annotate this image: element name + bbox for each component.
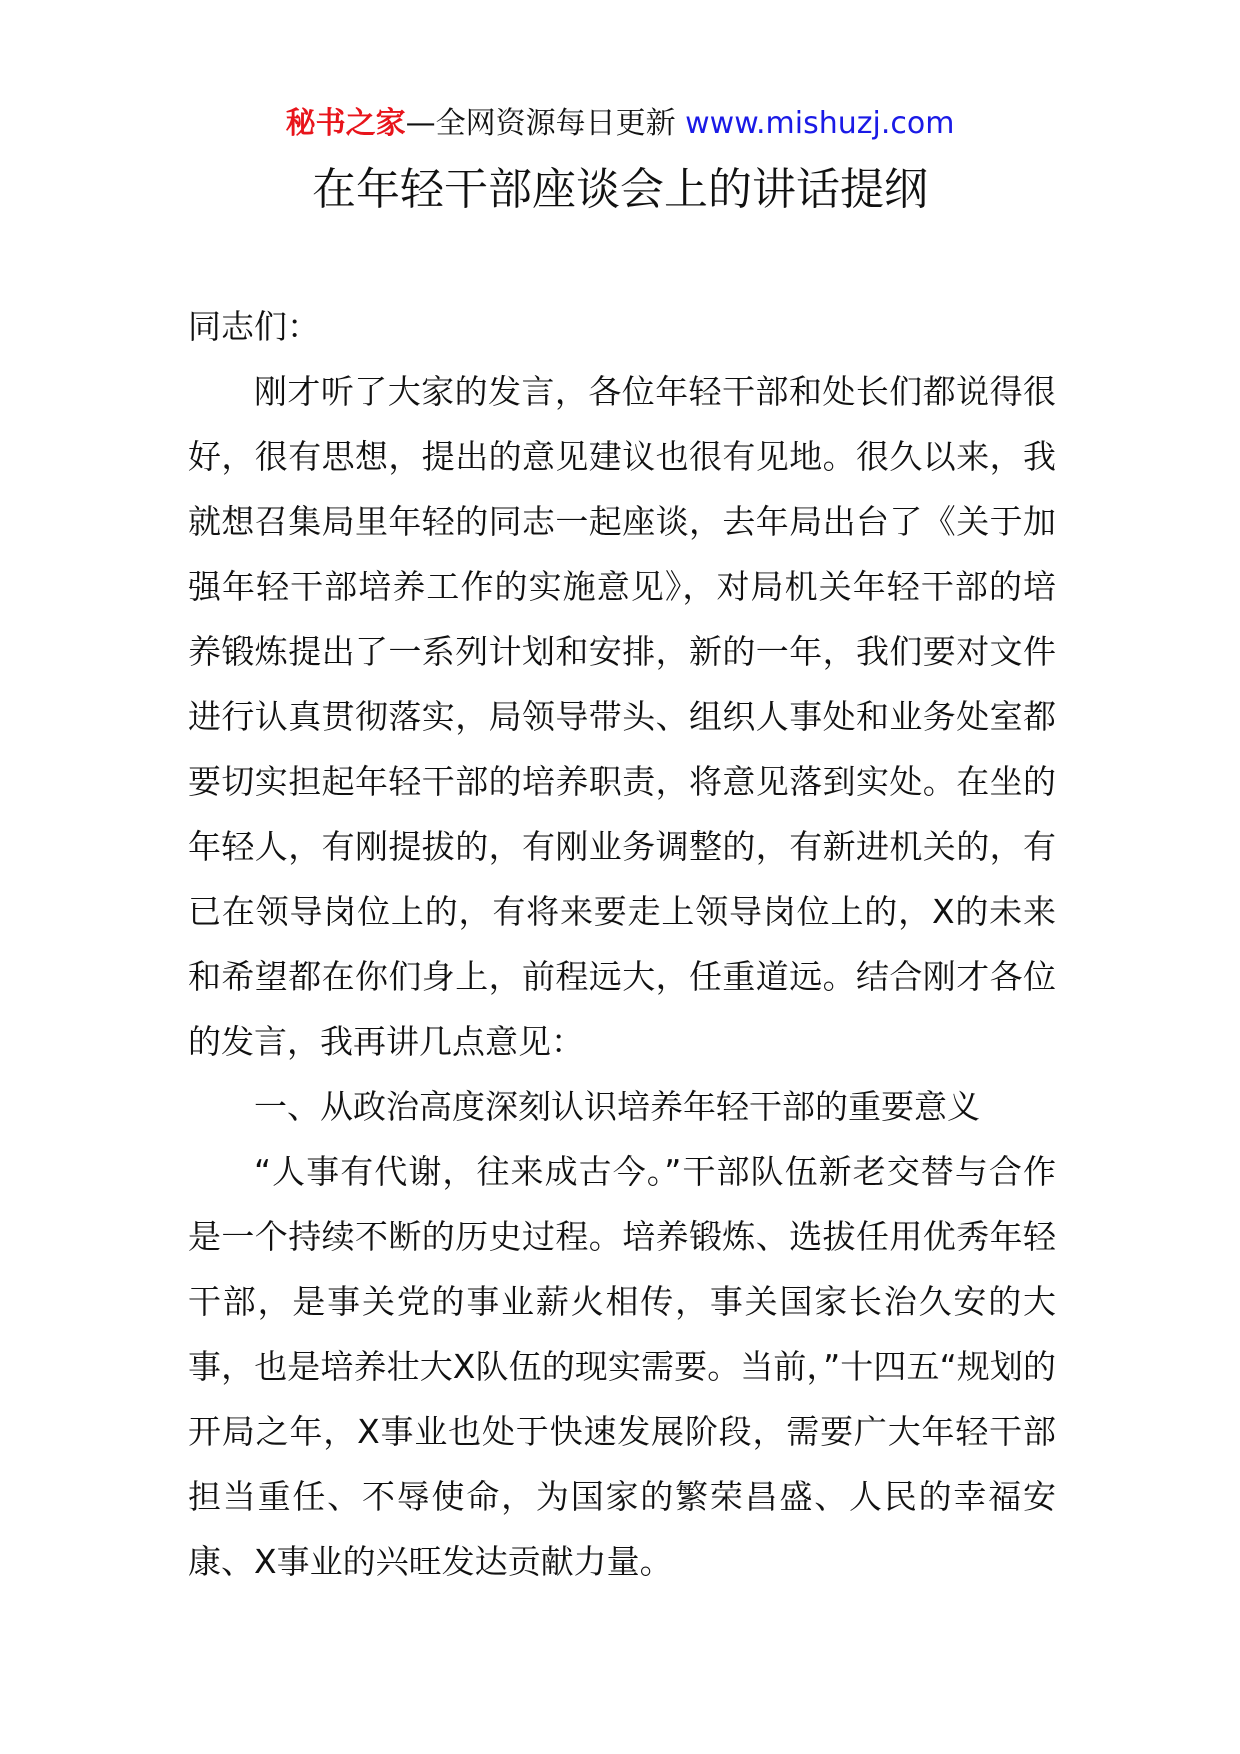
brand-name: 秘书之家 [285, 106, 406, 141]
paragraph-section-1: “人事有代谢，往来成古今。”干部队伍新老交替与合作是一个持续不断的历史过程。培养锻炼、选拔任用优秀年轻干部，是事关党的事业薪火相传，事关国家长治久安的大事，也是培养壮大X队伍的现实需要。当前，”十四五“规划的开局之年，X事业也处于快速发展阶段，需要广大年轻干部担当重任、不辱使命，为国家的繁荣昌盛、人民的幸福安康、X事业的兴旺发达贡献力量。 [188, 1152, 1056, 1581]
banner-tagline: —全网资源每日更新 [405, 106, 676, 141]
website-link[interactable]: www.mishuzj.com [685, 106, 955, 141]
document-body [188, 294, 1056, 1594]
paragraph-opening: 刚才听了大家的发言，各位年轻干部和处长们都说得很好，很有思想，提出的意见建议也很有见地。很久以来，我就想召集局里年轻的同志一起座谈，去年局出台了《关于加强年轻干部培养工作的实施意见》，对局机关年轻干部的培养锻炼提出了一系列计划和安排，新的一年，我们要对文件进行认真贯彻落实，局领导带头、组织人事处和业务处室都要切实担起年轻干部的培养职责，将意见落到实处。在坐的年轻人，有刚提拔的，有刚业务调整的，有新进机关的，有已在领导岗位上的，有将来要走上领导岗位上的，X的未来和希望都在你们身上，前程远大，任重道远。结合刚才各位的发言，我再讲几点意见： [188, 372, 1056, 1061]
salutation: 同志们： [188, 307, 320, 346]
section-heading-1: 一、从政治高度深刻认识培养年轻干部的重要意义 [254, 1087, 980, 1126]
document-title: 在年轻干部座谈会上的讲话提纲 [312, 164, 928, 215]
site-banner [0, 102, 1240, 146]
